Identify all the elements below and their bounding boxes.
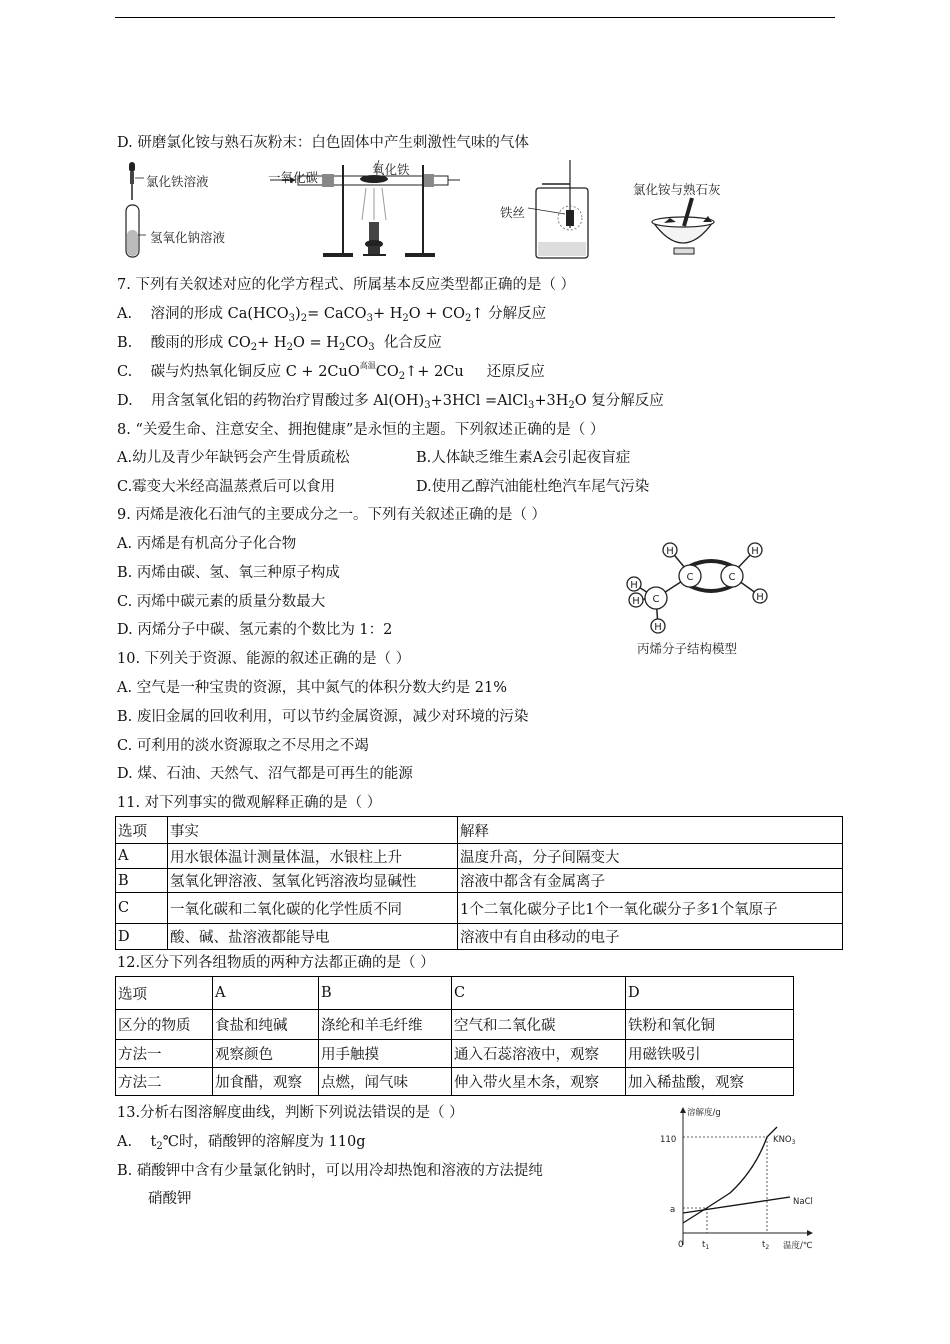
q13-stem: 13.分析右图溶解度曲线，判断下列说法错误的是（ ） (117, 1105, 464, 1121)
q11-stem: 11. 对下列事实的微观解释正确的是（ ） (117, 795, 382, 811)
atom-h: H (751, 546, 759, 557)
q8-option-a: A.幼儿及青少年缺钙会产生骨质疏松 (117, 450, 350, 466)
dropper-testtube-figure (126, 162, 146, 257)
table-row: 选项 事实 解释 (116, 817, 843, 844)
q10-option-d: D. 煤、石油、天然气、沼气都是可再生的能源 (117, 766, 413, 782)
table-row: A 用水银体温计测量体温，水银柱上升 温度升高，分子间隔变大 (116, 844, 843, 869)
fig-label-co: 一氧化碳 (268, 170, 319, 185)
q8-option-d: D.使用乙醇汽油能杜绝汽车尾气污染 (416, 479, 650, 495)
q9-option-a: A. 丙烯是有机高分子化合物 (117, 536, 297, 552)
q12-stem: 12.区分下列各组物质的两种方法都正确的是（ ） (117, 955, 435, 971)
solubility-chart (650, 1105, 830, 1255)
series-kno3-line (683, 1127, 777, 1223)
atom-c: C (728, 572, 736, 583)
x-axis-label: 温度/℃ (783, 1241, 813, 1251)
q9-stem: 9. 丙烯是液化石油气的主要成分之一。下列有关叙述正确的是（ ） (117, 507, 547, 523)
q9-option-d: D. 丙烯分子中碳、氢元素的个数比为 1：2 (117, 622, 393, 638)
table-row: 区分的物质 食盐和纯碱 涤纶和羊毛纤维 空气和二氧化碳 铁粉和氧化铜 (116, 1010, 794, 1040)
x-tick-t1: $t_1$ (702, 1240, 710, 1251)
fig-label-fe2o3: 氧化铁 (372, 162, 410, 177)
table-row: 方法二 加食醋，观察 点燃，闻气味 伸入带火星木条，观察 加入稀盐酸，观察 (116, 1068, 794, 1096)
y-axis-arrow (680, 1107, 686, 1113)
q13-option-b-continued: 硝酸钾 (148, 1191, 192, 1207)
q7-stem: 7. 下列有关叙述对应的化学方程式、所属基本反应类型都正确的是（ ） (117, 277, 576, 293)
propene-model (620, 538, 770, 638)
header-rule (115, 17, 835, 18)
q7-option-b: B. 酸雨的形成 $CO_2+ H_2O = H_2CO_3$ 化合反应 (117, 335, 442, 353)
fig-label-mortar: 氯化铵与熟石灰 (633, 182, 721, 197)
q8-stem: 8. “关爱生命、注意安全、拥抱健康”是永恒的主题。下列叙述正确的是（ ） (117, 422, 605, 438)
q7-option-a: A. 溶洞的形成 $Ca(HCO_3)_2=$ CaCO$_3$+ $H_2O$ + $CO_2↑$ 分解反应 (117, 306, 547, 324)
x-tick-t2: $t_2$ (762, 1240, 770, 1251)
series-nacl-line (683, 1197, 790, 1213)
q12-table (115, 976, 794, 1096)
y-tick-a: a (670, 1205, 676, 1215)
q10-option-c: C. 可利用的淡水资源取之不尽用之不竭 (117, 738, 369, 754)
q10-stem: 10. 下列关于资源、能源的叙述正确的是（ ） (117, 651, 411, 667)
experiment-figures (118, 160, 778, 265)
propene-model-caption: 丙烯分子结构模型 (637, 641, 738, 656)
table-row: B 氢氧化钾溶液、氢氧化钙溶液均显碱性 溶液中都含有金属离子 (116, 869, 843, 893)
fig-label-iron-wire: 铁丝 (500, 205, 526, 220)
atom-h: H (654, 622, 662, 633)
table-row: 方法一 观察颜色 用手触摸 通入石蕊溶液中，观察 用磁铁吸引 (116, 1040, 794, 1068)
y-axis-label: 溶解度/g (687, 1108, 721, 1118)
atom-h: H (632, 596, 640, 607)
atom-h: H (756, 592, 764, 603)
q13-option-a: A. $t_2℃$时，硝酸钾的溶解度为 110g (117, 1134, 366, 1152)
q10-option-a: A. 空气是一种宝贵的资源，其中氮气的体积分数大约是 21% (117, 680, 508, 696)
q7-option-d: D. 用含氢氧化铝的药物治疗胃酸过多 $Al(OH)_3+3HCl$ $=AlCl_3+3H_2O$ 复分解反应 (117, 393, 664, 411)
q11-table (115, 816, 843, 950)
q6-option-d: D. 研磨氯化铵与熟石灰粉末：白色固体中产生刺激性气味的气体 (117, 135, 529, 151)
q7-option-c: C. 碳与灼热氧化铜反应 C + 2CuO高温$CO_2↑+ 2Cu$ 还原反应 (117, 361, 545, 382)
atom-h: H (666, 546, 674, 557)
mortar-pestle-figure (652, 198, 714, 254)
q10-option-b: B. 废旧金属的回收利用，可以节约金属资源，减少对环境的污染 (117, 709, 529, 725)
q8-option-b: B.人体缺乏维生素A会引起夜盲症 (416, 450, 631, 466)
atom-c: C (686, 572, 694, 583)
series-label-nacl: NaCl (793, 1197, 813, 1207)
fig-label-naoh: 氢氧化钠溶液 (150, 230, 226, 245)
table-row: D 酸、碱、盐溶液都能导电 溶液中有自由移动的电子 (116, 924, 843, 950)
y-tick-110: 110 (660, 1135, 677, 1145)
table-row: C 一氧化碳和二氧化碳的化学性质不同 1个二氧化碳分子比1个一氧化碳分子多1个氧原子 (116, 893, 843, 924)
q8-option-c: C.霉变大米经高温蒸煮后可以食用 (117, 479, 336, 495)
q9-option-b: B. 丙烯由碳、氢、氧三种原子构成 (117, 565, 340, 581)
atom-c: C (652, 594, 660, 605)
q9-option-c: C. 丙烯中碳元素的质量分数最大 (117, 594, 326, 610)
fig-label-fecl3: 氯化铁溶液 (146, 174, 209, 189)
series-label-kno3: $KNO_3$ (773, 1135, 796, 1146)
q13-option-b: B. 硝酸钾中含有少量氯化钠时，可以用冷却热饱和溶液的方法提纯 (117, 1163, 543, 1179)
atom-h: H (630, 580, 638, 591)
iron-wire-figure (528, 160, 588, 258)
origin-label: 0 (678, 1240, 684, 1250)
x-axis-arrow (807, 1230, 813, 1236)
table-row: 选项 A B C D (116, 977, 794, 1010)
